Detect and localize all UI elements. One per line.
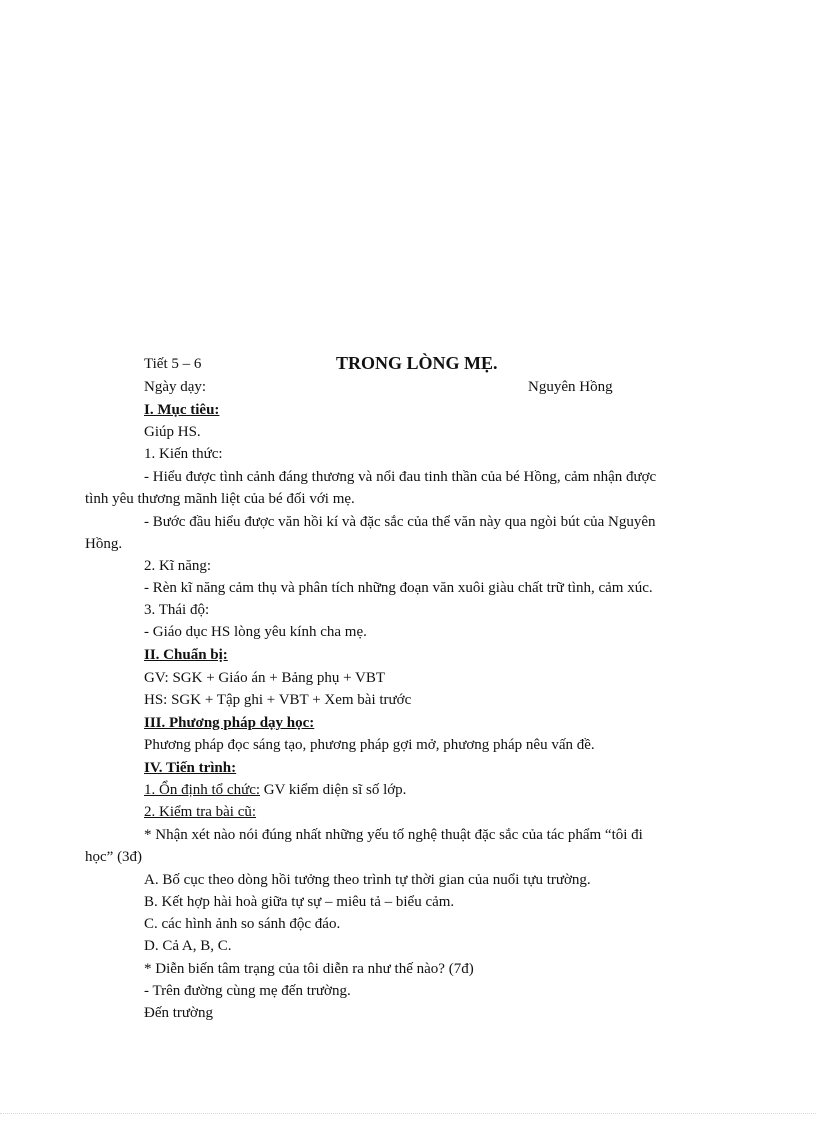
knowledge-item-1-line-1: - Hiểu được tình cảnh đáng thương và nổi đau tinh thần của bé Hồng, cảm nhận được [144, 469, 657, 485]
knowledge-item-2-line-1: - Bước đầu hiểu được văn hồi kí và đặc sắc của thể văn này qua ngòi bút của Nguyên [144, 514, 656, 530]
question-1-line-2: học” (3đ) [85, 849, 143, 865]
preparation-teacher: GV: SGK + Giáo án + Bảng phụ + VBT [144, 670, 386, 686]
stabilize-label: 1. Ổn định tổ chức: [144, 782, 261, 798]
lesson-number: Tiết 5 – 6 [144, 356, 202, 372]
section-objectives-heading: I. Mục tiêu: [144, 402, 220, 418]
attitude-heading: 3. Thái độ: [144, 602, 210, 618]
knowledge-item-1-line-2: tình yêu thương mãnh liệt của bé đối với mẹ. [85, 491, 355, 507]
author-name: Nguyên Hồng [528, 379, 613, 395]
knowledge-heading: 1. Kiến thức: [144, 446, 223, 462]
option-a: A. Bố cục theo dòng hồi tưởng theo trình tự thời gian của nuổi tựu trường. [144, 872, 591, 888]
answer-line-2: Đến trường [144, 1005, 213, 1021]
option-b: B. Kết hợp hài hoà giữa tự sự – miêu tả – biểu cảm. [144, 894, 455, 910]
section-preparation-heading: II. Chuẩn bị: [144, 647, 228, 663]
objectives-intro: Giúp HS. [144, 424, 201, 440]
skills-heading: 2. Kĩ năng: [144, 558, 212, 574]
answer-line-1: - Trên đường cùng mẹ đến trường. [144, 983, 351, 999]
stabilize-text: GV kiểm diện sĩ số lớp. [260, 782, 407, 798]
question-2: * Diễn biến tâm trạng của tôi diễn ra như thế nào? (7đ) [144, 961, 474, 977]
option-c: C. các hình ảnh so sánh độc đáo. [144, 916, 341, 932]
stabilize-line [144, 780, 406, 800]
option-d: D. Cả A, B, C. [144, 938, 232, 954]
section-process-heading: IV. Tiến trình: [144, 760, 237, 776]
knowledge-item-2-line-2: Hồng. [85, 536, 123, 552]
skills-item-1: - Rèn kĩ năng cảm thụ và phân tích những đoạn văn xuôi giàu chất trữ tình, cảm xúc. [144, 580, 653, 596]
date-label: Ngày dạy: [144, 379, 207, 395]
question-1-line-1: * Nhận xét nào nói đúng nhất những yếu tố nghệ thuật đặc sắc của tác phẩm “tôi đi [144, 827, 643, 843]
methods-text: Phương pháp đọc sáng tạo, phương pháp gợi mở, phương pháp nêu vấn đề. [144, 737, 595, 753]
section-methods-heading: III. Phương pháp dạy học: [144, 715, 315, 731]
attitude-item-1: - Giáo dục HS lòng yêu kính cha mẹ. [144, 624, 367, 640]
check-old-lesson-heading: 2. Kiểm tra bài cũ: [144, 804, 257, 820]
page-bottom-divider [0, 1113, 816, 1114]
preparation-students: HS: SGK + Tập ghi + VBT + Xem bài trước [144, 692, 412, 708]
lesson-title: TRONG LÒNG MẸ. [336, 353, 498, 373]
